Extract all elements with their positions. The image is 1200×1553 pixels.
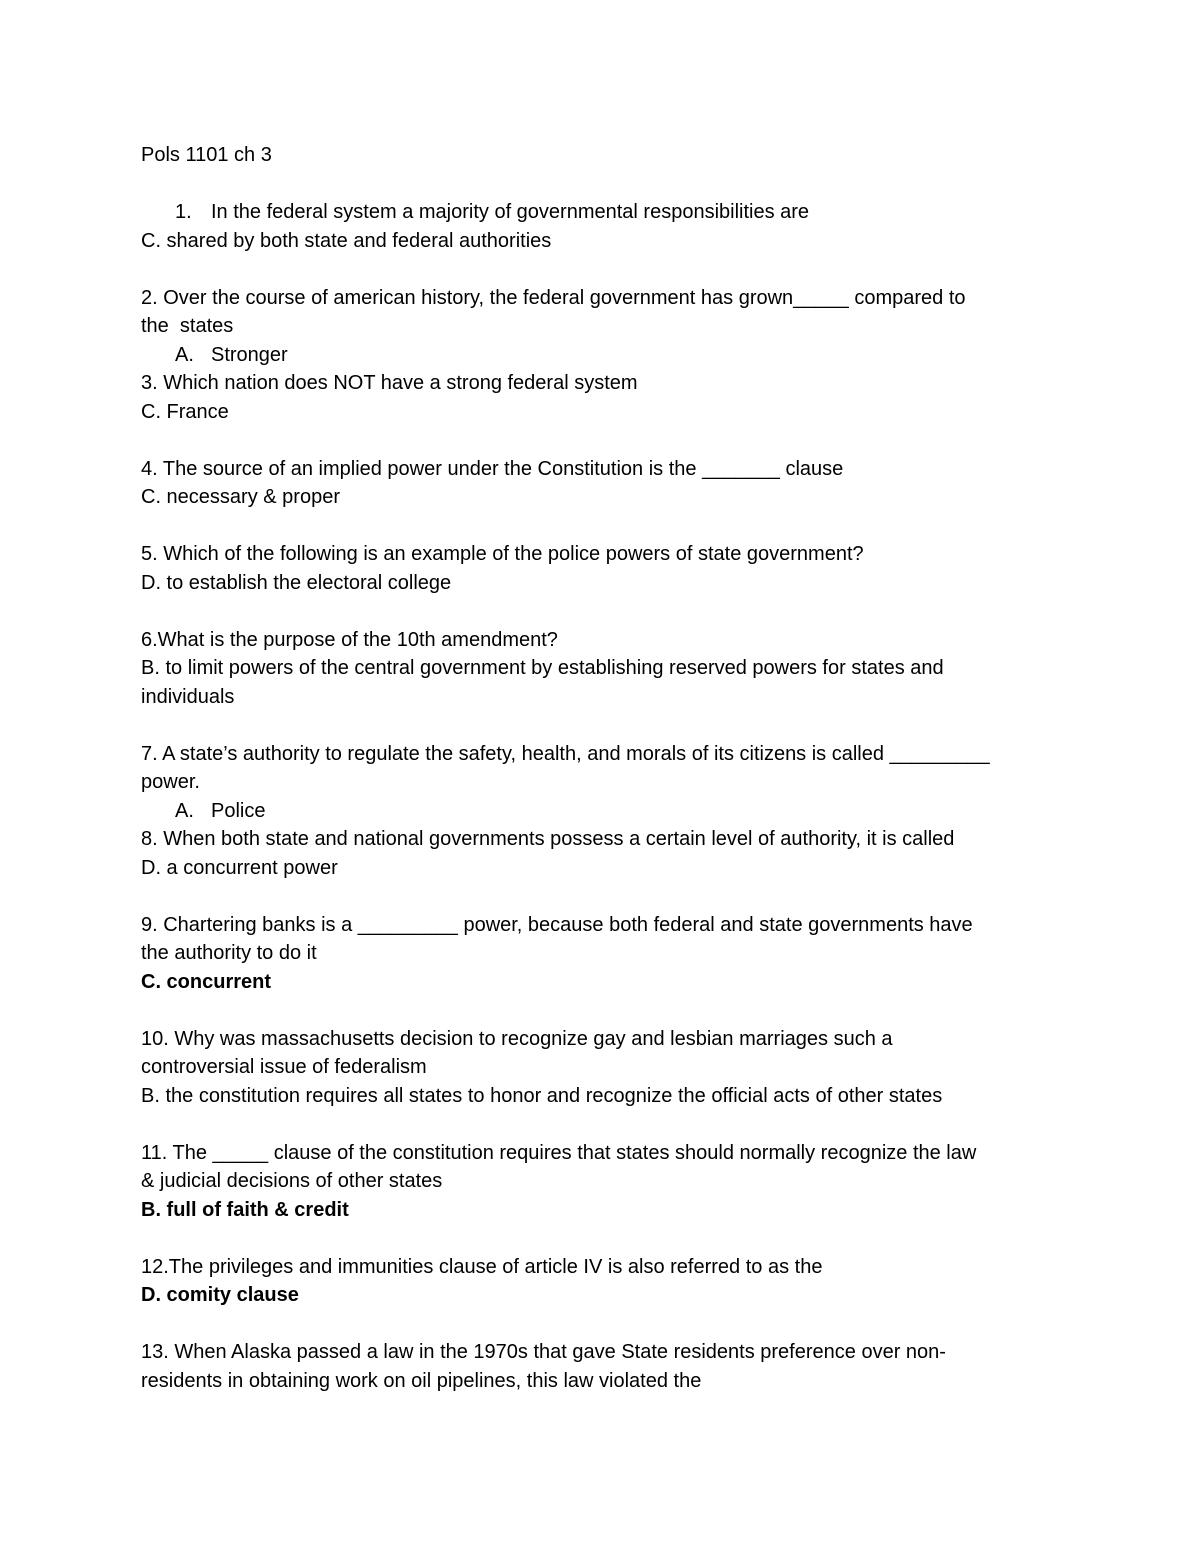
question-7-line-2: power. xyxy=(141,771,200,793)
answer-7 xyxy=(141,797,1066,826)
answer-3: C. France xyxy=(141,400,229,423)
question-13-line-1: 13. When Alaska passed a law in the 1970s that gave State residents preference over non- xyxy=(141,1341,946,1363)
question-9-line-2: the authority to do it xyxy=(141,942,317,964)
answer-7-text: Police xyxy=(211,799,266,822)
question-13-line-2: residents in obtaining work on oil pipelines, this law violated the xyxy=(141,1369,702,1392)
answer-6-line-1: B. to limit powers of the central government by establishing reserved powers for states and xyxy=(141,657,944,679)
question-5: 5. Which of the following is an example of the police powers of state government? xyxy=(141,543,864,565)
answer-10: B. the constitution requires all states to honor and recognize the official acts of other states xyxy=(141,1084,943,1107)
question-list xyxy=(141,198,1066,1395)
question-10-line-1: 10. Why was massachusetts decision to recognize gay and lesbian marriages such a xyxy=(141,1027,893,1050)
answer-6-line-2: individuals xyxy=(141,685,235,708)
question-6: 6.What is the purpose of the 10th amendment? xyxy=(141,628,558,651)
answer-2 xyxy=(141,341,1066,370)
spacer xyxy=(141,882,1066,911)
question-1-number: 1. xyxy=(175,201,192,223)
answer-2-letter: A. xyxy=(175,343,194,366)
question-8: 8. When both state and national governments possess a certain level of authority, it is called xyxy=(141,828,955,850)
spacer xyxy=(141,711,1066,740)
question-3: 3. Which nation does NOT have a strong federal system xyxy=(141,372,638,394)
spacer xyxy=(141,996,1066,1025)
answer-8: D. a concurrent power xyxy=(141,856,338,879)
spacer xyxy=(141,1224,1066,1253)
spacer xyxy=(141,1110,1066,1139)
question-11-line-1: 11. The _____ clause of the constitution requires that states should normally recognize the law xyxy=(141,1141,977,1164)
question-2-line-2: the states xyxy=(141,315,234,337)
document-title: Pols 1101 ch 3 xyxy=(141,144,272,166)
question-1-text: In the federal system a majority of governmental responsibilities are xyxy=(211,201,810,223)
question-7-line-1: 7. A state’s authority to regulate the safety, health, and morals of its citizens is called _________ xyxy=(141,742,990,765)
answer-9: C. concurrent xyxy=(141,970,272,993)
question-12: 12.The privileges and immunities clause of article IV is also referred to as the xyxy=(141,1255,823,1278)
spacer xyxy=(141,1310,1066,1339)
spacer xyxy=(141,426,1066,455)
question-2-line-1: 2. Over the course of american history, the federal government has grown_____ compared to xyxy=(141,286,966,309)
question-10-line-2: controversial issue of federalism xyxy=(141,1056,427,1078)
question-9-line-1: 9. Chartering banks is a _________ power, because both federal and state governments have xyxy=(141,913,973,936)
answer-7-letter: A. xyxy=(175,799,194,822)
spacer xyxy=(141,597,1066,626)
answer-4: C. necessary & proper xyxy=(141,486,340,508)
question-4: 4. The source of an implied power under the Constitution is the _______ clause xyxy=(141,457,844,480)
answer-1: C. shared by both state and federal authorities xyxy=(141,229,552,252)
spacer xyxy=(141,255,1066,284)
question-11-line-2: & judicial decisions of other states xyxy=(141,1170,443,1192)
question-1 xyxy=(141,198,1066,227)
answer-5: D. to establish the electoral college xyxy=(141,571,452,594)
answer-2-text: Stronger xyxy=(211,343,288,366)
answer-11: B. full of faith & credit xyxy=(141,1198,349,1221)
answer-12: D. comity clause xyxy=(141,1284,299,1306)
spacer xyxy=(141,512,1066,541)
